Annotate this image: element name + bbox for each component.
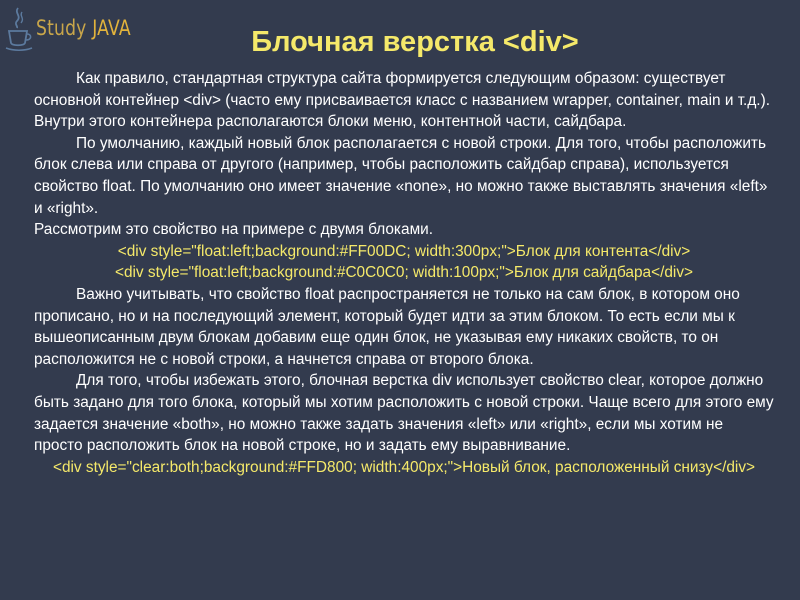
paragraph-float: По умолчанию, каждый новый блок располагается с новой строки. Для того, чтобы расположить блок слева или справа от другого (например, чтобы расположить сайдбар справа), используется свойство float. По умолчанию оно имеет значение «none», но можно также выставлять значения «left» и «right». [34,134,768,217]
page-title: Блочная верстка <div> [251,26,579,58]
paragraph-float-effect: Важно учитывать, что свойство float распространяется не только на сам блок, в котором оно прописано, но и на последующий элемент, который будет идти за этим блоком. То есть если мы к вышеописанным двум блокам добавим еще один блок, не указывая ему никаких свойств, то он расположится не с новой строки, а начнется справа от второго блока. [34,285,740,368]
code-line-new-block: <div style="clear:both;background:#FFD800; width:400px;">Новый блок, расположенный снизу</div> [52,458,756,476]
code-line-sidebar-block: <div style="float:left;background:#C0C0C0; width:100px;">Блок для сайдбара</div> [114,264,694,282]
slide-content [34,68,774,478]
paragraph-structure: Как правило, стандартная структура сайта формируется следующим образом: существует основной контейнер <div> (часто ему присваивается класс с названием wrapper, container, main и т.д.). Внутри этого контейнера располагаются блоки меню, контентной части, сайдбара. [34,70,770,131]
code-line-content-block: <div style="float:left;background:#FF00DC; width:300px;">Блок для контента</div> [117,242,691,260]
paragraph-clear: Для того, чтобы избежать этого, блочная верстка div использует свойство clear, которое должно быть задано для того блока, который мы хотим расположить с новой строки. Чаще всего для этого ему задается значение «both», но можно также задать значения «left» или «right», если мы хотим не просто расположить блок на новой строке, но и задать ему выравнивание. [34,372,774,455]
paragraph-example: Рассмотрим это свойство на примере с двумя блоками. [34,221,434,239]
logo-study: Study [36,16,87,40]
logo-java: JAVA [92,16,131,40]
